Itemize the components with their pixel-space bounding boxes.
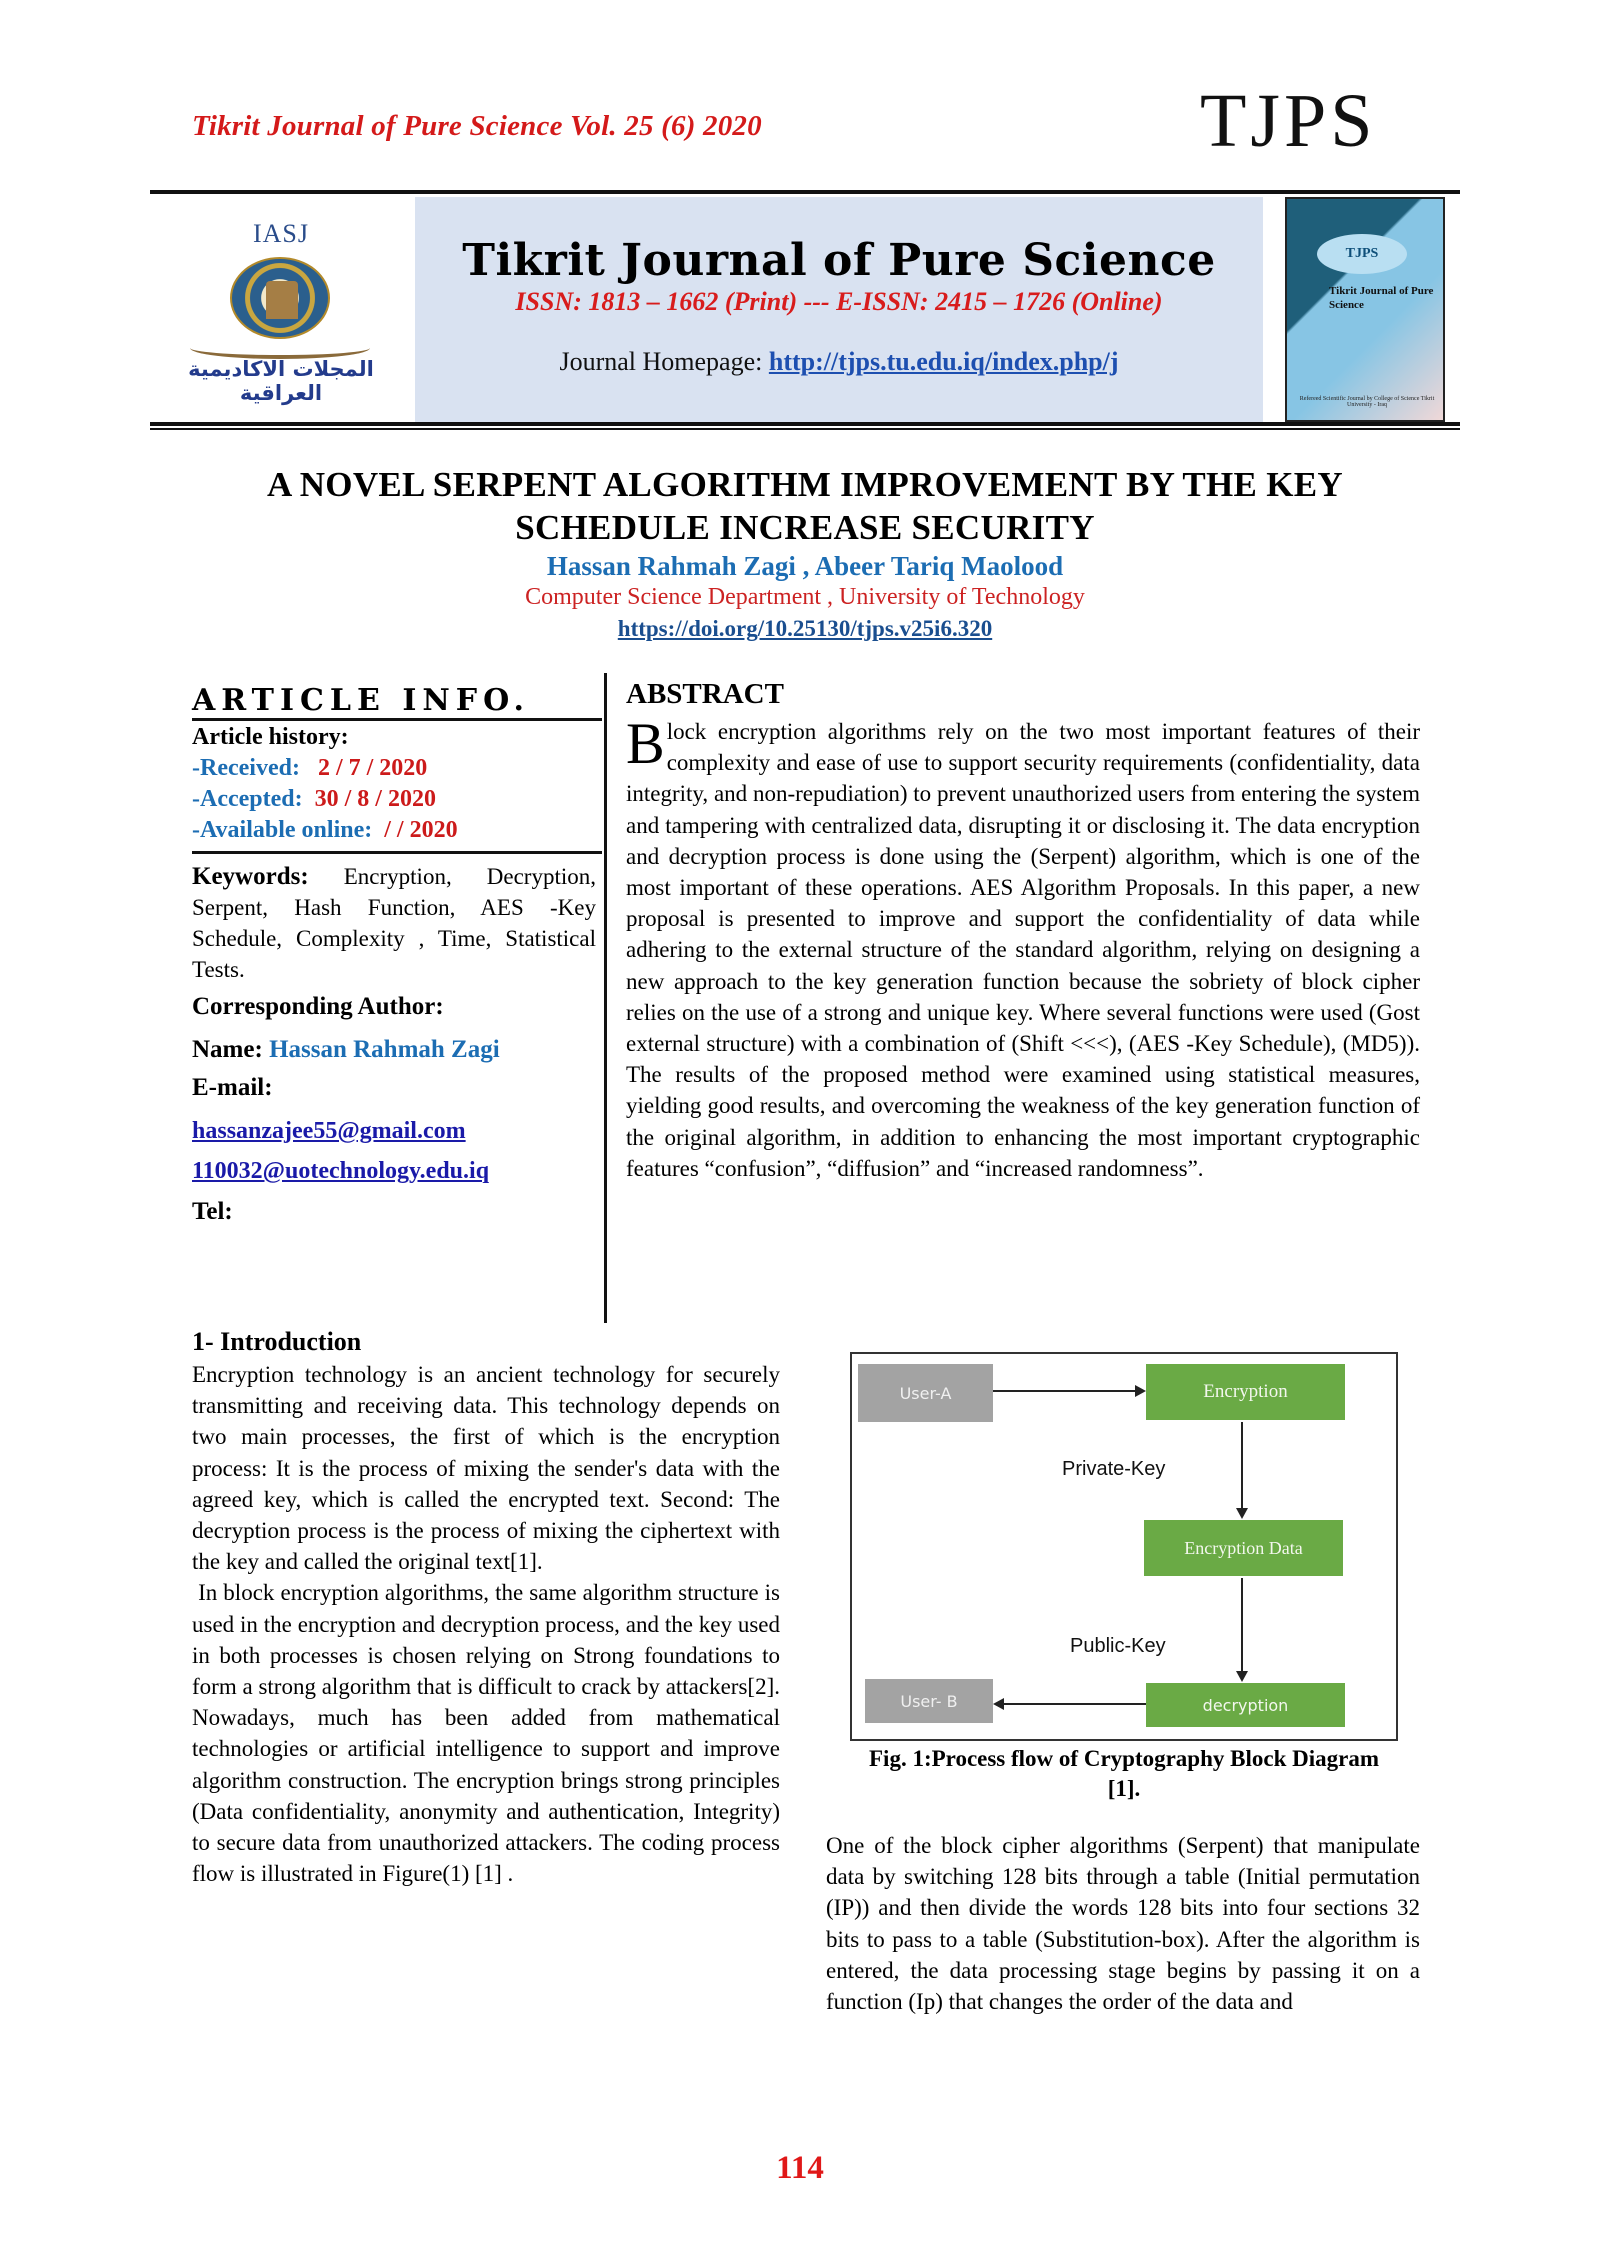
figure-1-caption: Fig. 1:Process flow of Cryptography Block Diagram [1].: [869, 1746, 1379, 1801]
available-online-date: [192, 815, 458, 846]
node-user-a: User-A: [858, 1364, 993, 1422]
article-history-label: Article history:: [192, 724, 349, 750]
journal-homepage: [415, 347, 1263, 377]
introduction-paragraph-2: In block encryption algorithms, the same algorithm structure is used in the encryption and decryption process, and the key used in both processes is chosen relying on Strong foundations to form a strong algorithm that is difficult to crack by attackers[2]. Nowadays, much has been added from mathematical technologies or artificial intelligence to support and improve algorithm construction. The encryption brings strong principles (Data confidentiality, anonymity and authentication, Integrity) to secure data from unauthorized attackers. The coding process flow is illustrated in Figure(1) [1] .: [192, 1580, 786, 1887]
homepage-link[interactable]: http://tjps.tu.edu.iq/index.php/j: [768, 347, 1119, 376]
abstract-heading: ABSTRACT: [626, 678, 784, 710]
journal-cover-image: [1285, 197, 1445, 422]
article-info-heading: ARTICLE INFO.: [192, 683, 530, 718]
arrow-down-icon: [1236, 1508, 1248, 1519]
journal-mark: TJPS: [1200, 79, 1377, 163]
cover-title: Tikrit Journal of Pure Science: [1329, 285, 1434, 311]
abstract-body: [626, 711, 1420, 1184]
corresponding-author-label: Corresponding Author:: [192, 993, 444, 1020]
paper-title-line-2: SCHEDULE INCREASE SECURITY: [515, 508, 1095, 547]
name-value: Hassan Rahmah Zagi: [269, 1036, 500, 1063]
introduction-body: [192, 1359, 786, 1889]
seal-icon: [230, 257, 330, 339]
introduction-heading: 1- Introduction: [192, 1327, 362, 1356]
keywords-label: Keywords:: [192, 863, 309, 890]
cover-footer: Refereed Scientific Journal by College of Science Tikrit University - Iraq: [1299, 396, 1435, 408]
available-online-value: / / 2020: [384, 817, 458, 843]
homepage-label: Journal Homepage:: [559, 347, 769, 376]
arrow-line-a-to-enc: [993, 1390, 1135, 1392]
banner-bottom-rule-thin: [150, 428, 1460, 430]
doi: [150, 616, 1460, 642]
iasj-logo-title: IASJ: [252, 219, 309, 248]
email-link-2[interactable]: 110032@uotechnology.edu.iq: [192, 1158, 490, 1184]
arrow-right-icon: [1135, 1385, 1146, 1397]
label-public-key: Public-Key: [1070, 1635, 1166, 1657]
running-head: Tikrit Journal of Pure Science Vol. 25 (6) 2020: [192, 110, 762, 142]
arrow-line-enc-to-data: [1241, 1422, 1243, 1508]
figure-1-diagram: [850, 1352, 1398, 1741]
received-value: 2 / 7 / 2020: [317, 755, 428, 781]
keywords: [192, 861, 596, 985]
arrow-left-icon: [993, 1698, 1004, 1710]
arrow-line-dec-to-b: [1004, 1703, 1146, 1705]
node-decryption: decryption: [1146, 1683, 1345, 1727]
journal-title: Tikrit Journal of Pure Science: [462, 235, 1216, 286]
accepted-label: -Accepted:: [192, 786, 303, 812]
available-online-label: -Available online:: [192, 817, 373, 843]
received-label: -Received:: [192, 755, 300, 781]
email-link-1[interactable]: hassanzajee55@gmail.com: [192, 1118, 466, 1144]
authors: Hassan Rahmah Zagi , Abeer Tariq Maolood: [546, 551, 1064, 581]
banner-center: [415, 197, 1263, 422]
article-info-rule: [192, 718, 602, 721]
journal-banner: [150, 197, 1460, 422]
tel-label: Tel:: [192, 1198, 233, 1225]
label-private-key: Private-Key: [1062, 1458, 1166, 1480]
cover-badge: TJPS: [1317, 234, 1407, 274]
right-column-paragraph: One of the block cipher algorithms (Serpent) that manipulate data by switching 128 bits through a table (Initial permutation (IP)) and then divide the words 128 bits into four sections 32 bits to pass to a table (Substitution-box). After the algorithm is entered, the data processing stage begins by passing it on a function (Ip) that changes the order of the data and: [826, 1833, 1420, 2015]
accepted-value: 30 / 8 / 2020: [314, 786, 436, 812]
abstract-text: lock encryption algorithms rely on the two most important features of their complexity and ease of use to support security requirements (confidentiality, data integrity, and non-repudiation) to prevent unauthorized users from entering the system and tampering with centralized data, disrupting it or disclosing it. The data encryption and decryption process is done using the (Serpent) algorithm, which is one of the most important of these operations. AES Algorithm Proposals. In this paper, a new proposal is presented to improve and support the confidentiality of data while adhering to the external structure of the standard algorithm, relying on designing a new approach to the key generation function because the sobriety of block cipher relies on the use of a strong and unique key. Where several functions were used (Gost external structure) with a combination of (Shift <<<), (AES -Key Schedule), (MD5)). The results of the proposed method were examined using statistical measures, yielding good results, and overcoming the weakness of the key generation function of the original algorithm, in addition to enhancing the most important cryptographic features “confusion”, “diffusion” and “increased randomness”.: [626, 719, 1420, 1181]
node-encryption: Encryption: [1146, 1364, 1345, 1420]
paper-title-line-1: A NOVEL SERPENT ALGORITHM IMPROVEMENT BY THE KEY: [267, 465, 1343, 504]
email-1: [192, 1118, 466, 1145]
page-number: 114: [776, 2150, 824, 2186]
name-label: Name:: [192, 1036, 270, 1063]
keywords-rule: [192, 851, 602, 854]
iasj-logo: [150, 197, 412, 422]
arrow-line-data-to-dec: [1241, 1578, 1243, 1672]
corresponding-author-name: [192, 1036, 500, 1064]
accepted-date: [192, 784, 436, 815]
email-2: [192, 1158, 489, 1185]
node-encryption-data: Encryption Data: [1144, 1520, 1343, 1576]
node-user-b: User- B: [865, 1679, 993, 1723]
doi-link[interactable]: https://doi.org/10.25130/tjps.v25i6.320: [617, 616, 993, 641]
received-date: [192, 753, 427, 784]
banner-bottom-rule: [150, 422, 1460, 426]
journal-issn: ISSN: 1813 – 1662 (Print) --- E-ISSN: 2415 – 1726 (Online): [515, 287, 1163, 316]
iasj-logo-arabic: المجلات الاكاديمية العراقية: [188, 357, 374, 405]
affiliation: Computer Science Department , University of Technology: [525, 584, 1085, 610]
banner-top-rule: [150, 190, 1460, 194]
abstract-dropcap: B: [626, 711, 665, 776]
email-label: E-mail:: [192, 1074, 273, 1101]
keywords-list: Encryption, Decryption, Serpent, Hash Function, AES -Key Schedule, Complexity , Time, Statistical Tests.: [192, 864, 596, 982]
introduction-paragraph-1: Encryption technology is an ancient technology for securely transmitting and receiving data. This technology depends on two main processes, the first of which is the encryption process: It is the process of mixing the sender's data with the agreed key, which is called the encrypted text. Second: The decryption process is the process of mixing the ciphertext with the key and called the original text[1].: [192, 1362, 780, 1575]
column-divider: [604, 673, 607, 1323]
arrow-down-icon: [1236, 1671, 1248, 1682]
paper-title: [150, 463, 1460, 549]
open-book-icon: [190, 337, 370, 359]
